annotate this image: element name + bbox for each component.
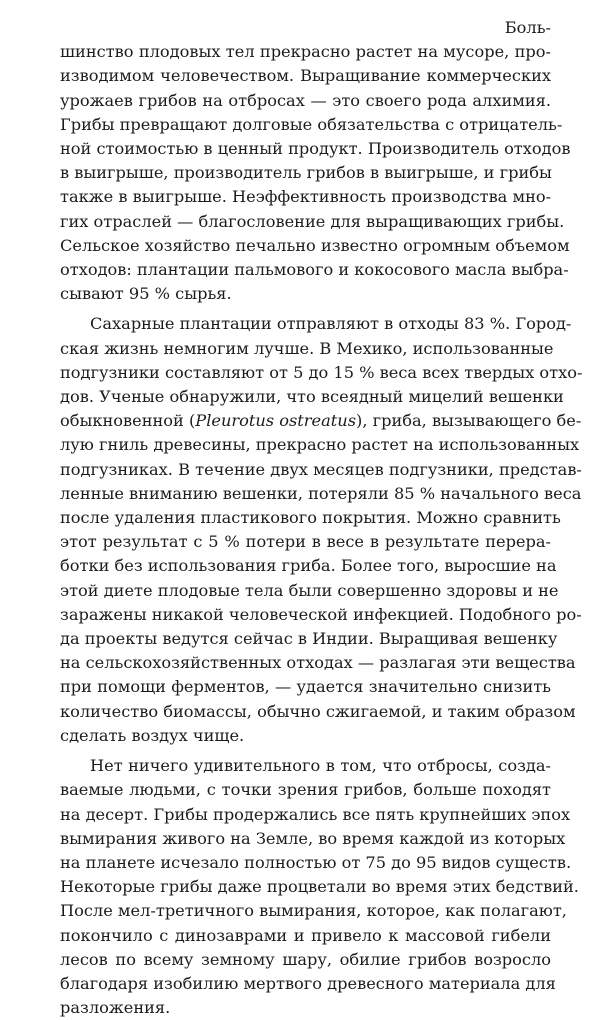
text-line: После мел-третичного вымирания, которое, как полагают, bbox=[60, 901, 567, 921]
text-line: Нет ничего удивительного в том, что отбросы, созда- bbox=[90, 756, 551, 776]
text-line: лесов по всему земному шару, обилие грибов возросло bbox=[60, 949, 551, 969]
text-line: при помощи ферментов, — удается значительно снизить bbox=[60, 677, 551, 697]
text-line: покончило с динозаврами и привело к массовой гибели bbox=[60, 925, 551, 945]
text-line: этой диете плодовые тела были совершенно здоровы и не bbox=[60, 580, 559, 600]
text-line: дов. Ученые обнаружили, что всеядный мицелий вешенки bbox=[60, 387, 564, 407]
text-line-with-latin-name bbox=[60, 409, 582, 433]
text-line: изводимом человечеством. Выращивание коммерческих bbox=[60, 66, 551, 86]
text-line: сделать воздух чище. bbox=[60, 725, 245, 745]
species-name-italic: Pleurotus ostreatus bbox=[195, 411, 357, 431]
text-line: заражены никакой человеческой инфекцией. Подобного ро- bbox=[60, 604, 582, 624]
text-line: на сельскохозяйственных отходах — разлагая эти вещества bbox=[60, 653, 576, 673]
text-segment: обыкновенной ( bbox=[60, 411, 196, 431]
text-line: Сахарные плантации отправляют в отходы 83 %. Город- bbox=[90, 314, 572, 334]
text-line: количество биомассы, обычно сжигаемой, и таким образом bbox=[60, 701, 576, 721]
text-line: на десерт. Грибы продержались все пять крупнейших эпох bbox=[60, 804, 571, 824]
text-line: гих отраслей — благословение для выращивающих грибы. bbox=[60, 211, 565, 231]
text-line: да проекты ведутся сейчас в Индии. Выращивая вешенку bbox=[60, 629, 558, 649]
text-line: ленные вниманию вешенки, потеряли 85 % начального веса bbox=[60, 483, 582, 503]
text-segment: ), гриба, вызывающего бе- bbox=[356, 411, 582, 431]
text-line: отходов: плантации пальмового и кокосового масла выбра- bbox=[60, 260, 569, 280]
text-line: ская жизнь немногим лучше. В Мехико, использованные bbox=[60, 338, 554, 358]
text-line: подгузники составляют от 5 до 15 % веса всех твердых отхо- bbox=[60, 362, 583, 382]
text-line: Сельское хозяйство печально известно огромным объемом bbox=[60, 235, 570, 255]
paragraph-2 bbox=[60, 312, 583, 748]
text-line: также в выигрыше. Неэффективность производства мно- bbox=[60, 187, 552, 207]
text-line: Грибы превращают долговые обязательства с отрицатель- bbox=[60, 114, 563, 134]
text-line: ботки без использования гриба. Более того, выросшие на bbox=[60, 556, 557, 576]
text-line: сывают 95 % сырья. bbox=[60, 284, 232, 304]
text-line: вымирания живого на Земле, во время каждой из которых bbox=[60, 828, 566, 848]
text-line: после удаления пластикового покрытия. Можно сравнить bbox=[60, 508, 561, 528]
text-line: шинство плодовых тел прекрасно растет на мусоре, про- bbox=[60, 42, 551, 62]
page-text-body bbox=[60, 16, 583, 1020]
text-line: Некоторые грибы даже процветали во время этих бедствий. bbox=[60, 877, 579, 897]
text-line: подгузниках. В течение двух месяцев подгузники, представ- bbox=[60, 459, 582, 479]
text-line: урожаев грибов на отбросах — это своего рода алхимия. bbox=[60, 90, 551, 110]
text-line: Боль- bbox=[504, 18, 551, 37]
text-line: ной стоимостью в ценный продукт. Производитель отходов bbox=[60, 139, 571, 159]
text-line: лую гниль древесины, прекрасно растет на использованных bbox=[60, 435, 580, 455]
text-line: ваемые людьми, с точки зрения грибов, больше походят bbox=[60, 780, 551, 800]
text-line: благодаря изобилию мертвого древесного материала для bbox=[60, 973, 556, 993]
paragraph-3 bbox=[60, 754, 579, 1020]
text-line: на планете исчезало полностью от 75 до 95 видов существ. bbox=[60, 852, 572, 872]
paragraph-1 bbox=[60, 16, 571, 306]
text-line: в выигрыше, производитель грибов в выигрыше, и грибы bbox=[60, 163, 552, 183]
text-line: разложения. bbox=[60, 998, 171, 1018]
text-line: этот результат с 5 % потери в весе в результате перера- bbox=[60, 532, 551, 552]
